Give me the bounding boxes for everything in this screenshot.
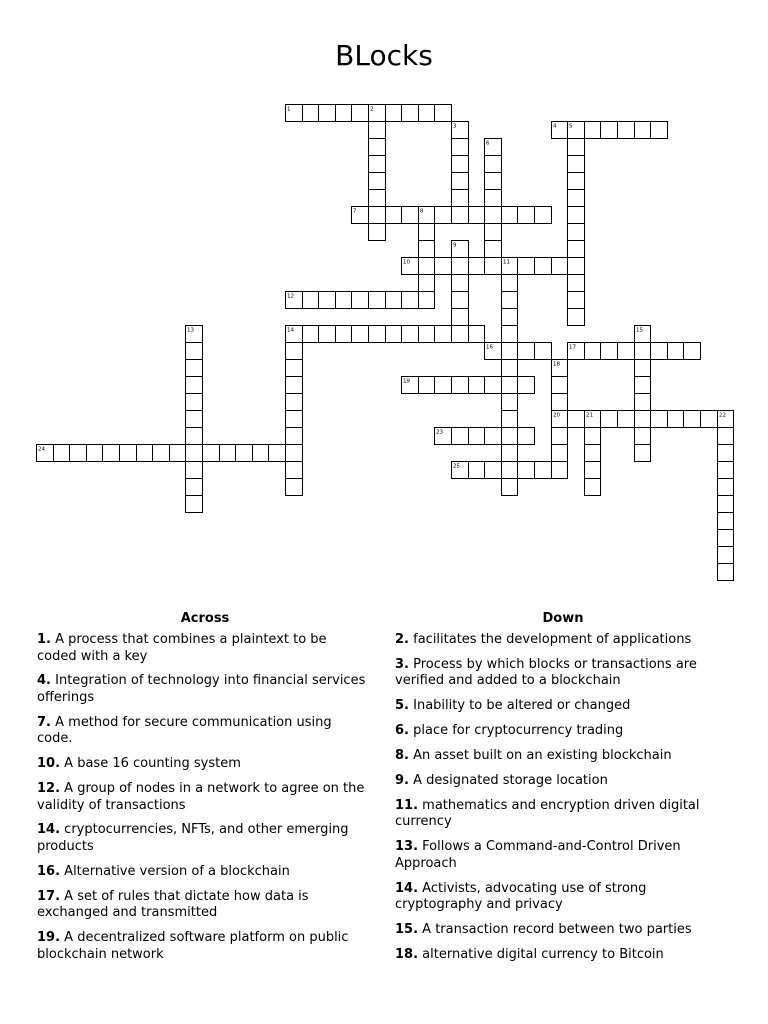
grid-number-18: 18	[553, 361, 560, 368]
clue-text: A method for secure communication using code.	[37, 714, 332, 747]
grid-cell[interactable]	[585, 445, 601, 462]
grid-cell[interactable]	[585, 343, 601, 360]
grid-cell[interactable]	[469, 428, 485, 445]
grid-cell[interactable]	[635, 377, 651, 394]
grid-cell[interactable]	[618, 411, 635, 428]
grid-cell[interactable]	[502, 411, 518, 428]
grid-cell[interactable]	[651, 343, 668, 360]
clue-number: 19.	[37, 930, 61, 946]
grid-cell[interactable]	[568, 309, 585, 326]
across-clue-10	[37, 756, 368, 773]
grid-cell[interactable]	[435, 377, 452, 394]
grid-cell[interactable]	[568, 207, 585, 224]
grid-cell[interactable]	[386, 207, 402, 224]
grid-cell[interactable]	[518, 377, 535, 394]
grid-number-1: 1	[287, 106, 291, 113]
grid-cell[interactable]	[502, 394, 518, 411]
clue-number: 1.	[37, 632, 51, 647]
grid-number-2: 2	[370, 106, 374, 113]
grid-cell[interactable]	[684, 343, 701, 360]
grid-cell[interactable]	[718, 462, 734, 479]
grid-cell[interactable]	[684, 411, 701, 428]
grid-cell[interactable]	[518, 462, 535, 479]
grid-cell[interactable]	[485, 377, 502, 394]
clue-text: A set of rules that dictate how data is exchanged and transmitted	[37, 888, 309, 921]
grid-cell[interactable]	[369, 122, 386, 139]
clue-number: 14.	[37, 822, 61, 838]
grid-cell[interactable]	[452, 258, 469, 275]
grid-cell[interactable]	[552, 258, 568, 275]
grid-cell[interactable]	[502, 275, 518, 292]
grid-cell[interactable]	[186, 360, 203, 377]
grid-cell[interactable]	[253, 445, 269, 462]
grid-cell[interactable]	[402, 207, 419, 224]
grid-cell[interactable]	[120, 445, 137, 462]
grid-cell[interactable]	[718, 479, 734, 496]
clue-number: 5.	[395, 698, 409, 714]
grid-cell[interactable]	[87, 445, 103, 462]
across-heading: Across	[180, 611, 230, 626]
down-clue-8	[395, 748, 726, 765]
clue-number: 10.	[37, 756, 61, 772]
grid-cell[interactable]	[668, 411, 684, 428]
down-clue-6	[395, 723, 726, 740]
clue-text: Integration of technology into financial services offerings	[37, 673, 366, 705]
grid-cell[interactable]	[635, 360, 651, 377]
grid-number-7: 7	[353, 208, 357, 215]
grid-cell[interactable]	[452, 275, 469, 292]
grid-cell[interactable]	[336, 105, 352, 122]
grid-number-17: 17	[569, 344, 576, 351]
grid-number-19: 19	[403, 378, 410, 385]
across-clue-1	[37, 632, 368, 665]
grid-cell[interactable]	[103, 445, 120, 462]
clue-text: Alternative version of a blockchain	[64, 863, 290, 879]
clue-text: A process that combines a plaintext to be coded with a key	[37, 632, 327, 664]
puzzle-title: BLocks	[335, 39, 433, 72]
clue-number: 17.	[37, 888, 61, 904]
grid-number-8: 8	[420, 208, 424, 215]
grid-cell[interactable]	[502, 360, 518, 377]
grid-cell[interactable]	[452, 292, 469, 309]
grid-number-5: 5	[569, 123, 573, 130]
clue-number: 11.	[395, 797, 419, 813]
grid-cell[interactable]	[718, 513, 734, 530]
grid-number-10: 10	[403, 259, 410, 266]
grid-cell[interactable]	[220, 445, 236, 462]
grid-number-15: 15	[636, 327, 643, 334]
across-clue-4	[37, 673, 368, 706]
clue-number: 14.	[395, 880, 419, 896]
grid-number-23: 23	[436, 429, 443, 436]
grid-cell[interactable]	[286, 343, 303, 360]
clue-number: 8.	[395, 748, 409, 764]
grid-number-24: 24	[38, 446, 45, 453]
grid-cell[interactable]	[452, 173, 469, 190]
grid-cell[interactable]	[386, 326, 402, 343]
grid-cell[interactable]	[402, 326, 419, 343]
clue-number: 7.	[37, 714, 51, 730]
grid-cell[interactable]	[651, 122, 668, 139]
grid-number-25: 25	[453, 463, 460, 470]
across-clue-19	[37, 930, 368, 963]
grid-cell[interactable]	[502, 428, 518, 445]
grid-number-21: 21	[586, 412, 593, 419]
grid-cell[interactable]	[485, 224, 502, 241]
grid-cell[interactable]	[336, 326, 352, 343]
clue-number: 13.	[395, 839, 419, 855]
grid-cell[interactable]	[585, 428, 601, 445]
grid-cell[interactable]	[568, 139, 585, 156]
grid-cell[interactable]	[286, 428, 303, 445]
grid-cell[interactable]	[70, 445, 87, 462]
clue-text: Activists, advocating use of strong cryptography and privacy	[395, 880, 647, 913]
grid-cell[interactable]	[618, 343, 635, 360]
down-clue-15	[395, 922, 726, 939]
grid-cell[interactable]	[369, 173, 386, 190]
grid-cell[interactable]	[635, 411, 651, 428]
grid-cell[interactable]	[485, 190, 502, 207]
grid-cell[interactable]	[286, 360, 303, 377]
grid-cell[interactable]	[319, 105, 336, 122]
grid-number-9: 9	[453, 242, 457, 249]
grid-cell[interactable]	[469, 207, 485, 224]
grid-cell[interactable]	[601, 343, 618, 360]
grid-cell[interactable]	[718, 445, 734, 462]
clue-number: 12.	[37, 781, 61, 797]
grid-cell[interactable]	[186, 394, 203, 411]
grid-cell[interactable]	[469, 462, 485, 479]
grid-cell[interactable]	[568, 190, 585, 207]
grid-cell[interactable]	[452, 190, 469, 207]
grid-cell[interactable]	[319, 326, 336, 343]
grid-cell[interactable]	[552, 394, 568, 411]
grid-cell[interactable]	[518, 343, 535, 360]
grid-cell[interactable]	[303, 326, 319, 343]
grid-cell[interactable]	[419, 326, 435, 343]
grid-cell[interactable]	[419, 377, 435, 394]
grid-cell[interactable]	[369, 326, 386, 343]
grid-cell[interactable]	[701, 411, 718, 428]
grid-cell[interactable]	[469, 377, 485, 394]
grid-cell[interactable]	[552, 462, 568, 479]
grid-number-22: 22	[719, 412, 726, 419]
down-clue-2	[395, 632, 726, 649]
grid-cell[interactable]	[386, 105, 402, 122]
grid-cell[interactable]	[452, 139, 469, 156]
grid-cell[interactable]	[718, 428, 734, 445]
grid-cell[interactable]	[286, 411, 303, 428]
clue-text: alternative digital currency to Bitcoin	[422, 946, 664, 962]
grid-cell[interactable]	[502, 479, 518, 496]
grid-cell[interactable]	[651, 411, 668, 428]
grid-cell[interactable]	[319, 292, 336, 309]
grid-cell[interactable]	[552, 428, 568, 445]
down-heading: Down	[542, 611, 584, 626]
clue-text: facilitates the development of applications	[413, 632, 692, 647]
grid-cell[interactable]	[386, 292, 402, 309]
grid-cell[interactable]	[502, 207, 518, 224]
grid-cell[interactable]	[236, 445, 253, 462]
grid-cell[interactable]	[718, 547, 734, 564]
grid-cell[interactable]	[502, 326, 518, 343]
grid-cell[interactable]	[485, 462, 502, 479]
grid-cell[interactable]	[419, 224, 435, 241]
grid-cell[interactable]	[635, 445, 651, 462]
down-clue-3	[395, 657, 726, 690]
grid-cell[interactable]	[54, 445, 70, 462]
grid-cell[interactable]	[452, 309, 469, 326]
clue-number: 6.	[395, 723, 409, 739]
down-clue-11	[395, 798, 726, 831]
grid-cell[interactable]	[535, 207, 552, 224]
grid-cell[interactable]	[718, 496, 734, 513]
grid-cell[interactable]	[419, 241, 435, 258]
grid-cell[interactable]	[502, 462, 518, 479]
across-clue-7	[37, 715, 368, 748]
clue-text: cryptocurrencies, NFTs, and other emerging products	[37, 822, 349, 854]
grid-cell[interactable]	[585, 122, 601, 139]
grid-cell[interactable]	[502, 445, 518, 462]
grid-cell[interactable]	[485, 428, 502, 445]
grid-cell[interactable]	[435, 105, 452, 122]
across-clue-17	[37, 889, 368, 922]
grid-cell[interactable]	[585, 479, 601, 496]
grid-cell[interactable]	[419, 258, 435, 275]
grid-cell[interactable]	[137, 445, 153, 462]
grid-cell[interactable]	[286, 462, 303, 479]
grid-cell[interactable]	[369, 224, 386, 241]
grid-cell[interactable]	[203, 445, 220, 462]
grid-number-11: 11	[503, 259, 510, 266]
grid-cell[interactable]	[435, 326, 452, 343]
clue-text: Inability to be altered or changed	[413, 698, 631, 714]
grid-cell[interactable]	[435, 207, 452, 224]
clue-number: 2.	[395, 632, 409, 647]
grid-cell[interactable]	[286, 445, 303, 462]
grid-cell[interactable]	[485, 241, 502, 258]
grid-cell[interactable]	[568, 292, 585, 309]
grid-cell[interactable]	[568, 241, 585, 258]
grid-cell[interactable]	[568, 156, 585, 173]
grid-cell[interactable]	[303, 105, 319, 122]
grid-cell[interactable]	[552, 445, 568, 462]
grid-cell[interactable]	[369, 190, 386, 207]
grid-cell[interactable]	[618, 122, 635, 139]
grid-cell[interactable]	[286, 394, 303, 411]
grid-cell[interactable]	[435, 258, 452, 275]
grid-cell[interactable]	[635, 394, 651, 411]
grid-cell[interactable]	[452, 428, 469, 445]
down-clue-14	[395, 881, 726, 914]
grid-cell[interactable]	[419, 275, 435, 292]
grid-cell[interactable]	[568, 411, 585, 428]
down-clue-13	[395, 839, 726, 872]
grid-cell[interactable]	[635, 428, 651, 445]
grid-cell[interactable]	[186, 377, 203, 394]
grid-cell[interactable]	[568, 275, 585, 292]
grid-cell[interactable]	[518, 428, 535, 445]
grid-cell[interactable]	[186, 343, 203, 360]
grid-cell[interactable]	[552, 377, 568, 394]
grid-cell[interactable]	[186, 496, 203, 513]
clue-text: Follows a Command-and-Control Driven Approach	[395, 839, 681, 871]
down-clue-5	[395, 698, 726, 715]
grid-number-4: 4	[553, 123, 557, 130]
grid-cell[interactable]	[601, 122, 618, 139]
clue-text: A designated storage location	[413, 772, 608, 788]
down-clues-list	[395, 632, 726, 972]
grid-cell[interactable]	[419, 105, 435, 122]
grid-cell[interactable]	[186, 479, 203, 496]
clue-text: A transaction record between two parties	[422, 922, 692, 938]
clue-number: 9.	[395, 772, 409, 788]
grid-cell[interactable]	[485, 258, 502, 275]
grid-cell[interactable]	[518, 207, 535, 224]
grid-cell[interactable]	[535, 462, 552, 479]
grid-cell[interactable]	[369, 156, 386, 173]
across-clue-16	[37, 864, 368, 881]
grid-cell[interactable]	[352, 326, 369, 343]
grid-cell[interactable]	[352, 105, 369, 122]
grid-number-13: 13	[187, 327, 194, 334]
grid-cell[interactable]	[402, 292, 419, 309]
grid-cell[interactable]	[485, 173, 502, 190]
grid-cell[interactable]	[303, 292, 319, 309]
grid-cell[interactable]	[186, 411, 203, 428]
grid-cell[interactable]	[286, 479, 303, 496]
clue-text: A group of nodes in a network to agree on the validity of transactions	[37, 781, 365, 813]
grid-cell[interactable]	[419, 292, 435, 309]
grid-cell[interactable]	[568, 224, 585, 241]
grid-cell[interactable]	[452, 377, 469, 394]
grid-cell[interactable]	[585, 462, 601, 479]
grid-cell[interactable]	[369, 207, 386, 224]
grid-cell[interactable]	[568, 173, 585, 190]
grid-cell[interactable]	[635, 122, 651, 139]
grid-cell[interactable]	[635, 343, 651, 360]
grid-cell[interactable]	[452, 326, 469, 343]
down-clue-18	[395, 947, 726, 964]
clue-number: 3.	[395, 656, 409, 672]
grid-cell[interactable]	[718, 530, 734, 547]
clue-text: Process by which blocks or transactions are verified and added to a blockchain	[395, 656, 697, 689]
grid-cell[interactable]	[452, 207, 469, 224]
grid-cell[interactable]	[502, 377, 518, 394]
across-clue-12	[37, 781, 368, 814]
grid-cell[interactable]	[485, 156, 502, 173]
clue-text: place for cryptocurrency trading	[413, 723, 624, 739]
grid-cell[interactable]	[352, 292, 369, 309]
grid-cell[interactable]	[518, 258, 535, 275]
grid-cell[interactable]	[369, 292, 386, 309]
grid-cell[interactable]	[469, 258, 485, 275]
clue-text: mathematics and encryption driven digital currency	[395, 797, 700, 830]
grid-cell[interactable]	[186, 445, 203, 462]
grid-cell[interactable]	[170, 445, 186, 462]
grid-cell[interactable]	[668, 343, 684, 360]
grid-number-3: 3	[453, 123, 457, 130]
clue-number: 15.	[395, 922, 419, 938]
grid-cell[interactable]	[269, 445, 286, 462]
grid-cell[interactable]	[452, 156, 469, 173]
grid-cell[interactable]	[286, 377, 303, 394]
grid-cell[interactable]	[568, 258, 585, 275]
grid-cell[interactable]	[535, 343, 552, 360]
grid-number-20: 20	[553, 412, 560, 419]
grid-cell[interactable]	[469, 326, 485, 343]
grid-cell[interactable]	[535, 258, 552, 275]
grid-cell[interactable]	[718, 564, 734, 581]
clue-text: A base 16 counting system	[64, 756, 241, 772]
grid-cell[interactable]	[186, 428, 203, 445]
clue-text: A decentralized software platform on public blockchain network	[37, 930, 349, 962]
clue-number: 18.	[395, 946, 419, 962]
grid-cell[interactable]	[502, 343, 518, 360]
grid-cell[interactable]	[186, 462, 203, 479]
grid-cell[interactable]	[336, 292, 352, 309]
clue-text: An asset built on an existing blockchain	[413, 748, 672, 764]
across-clue-14	[37, 822, 368, 855]
grid-number-14: 14	[287, 327, 294, 334]
grid-cell[interactable]	[153, 445, 170, 462]
grid-cell[interactable]	[502, 292, 518, 309]
across-clues-list	[37, 632, 368, 972]
grid-number-16: 16	[486, 344, 493, 351]
grid-cell[interactable]	[502, 309, 518, 326]
grid-cell[interactable]	[485, 207, 502, 224]
grid-cell[interactable]	[369, 139, 386, 156]
grid-cell[interactable]	[601, 411, 618, 428]
down-clue-9	[395, 773, 726, 790]
clue-number: 4.	[37, 673, 51, 689]
grid-number-12: 12	[287, 293, 294, 300]
clue-number: 16.	[37, 863, 61, 879]
grid-number-6: 6	[486, 140, 490, 147]
grid-cell[interactable]	[402, 105, 419, 122]
